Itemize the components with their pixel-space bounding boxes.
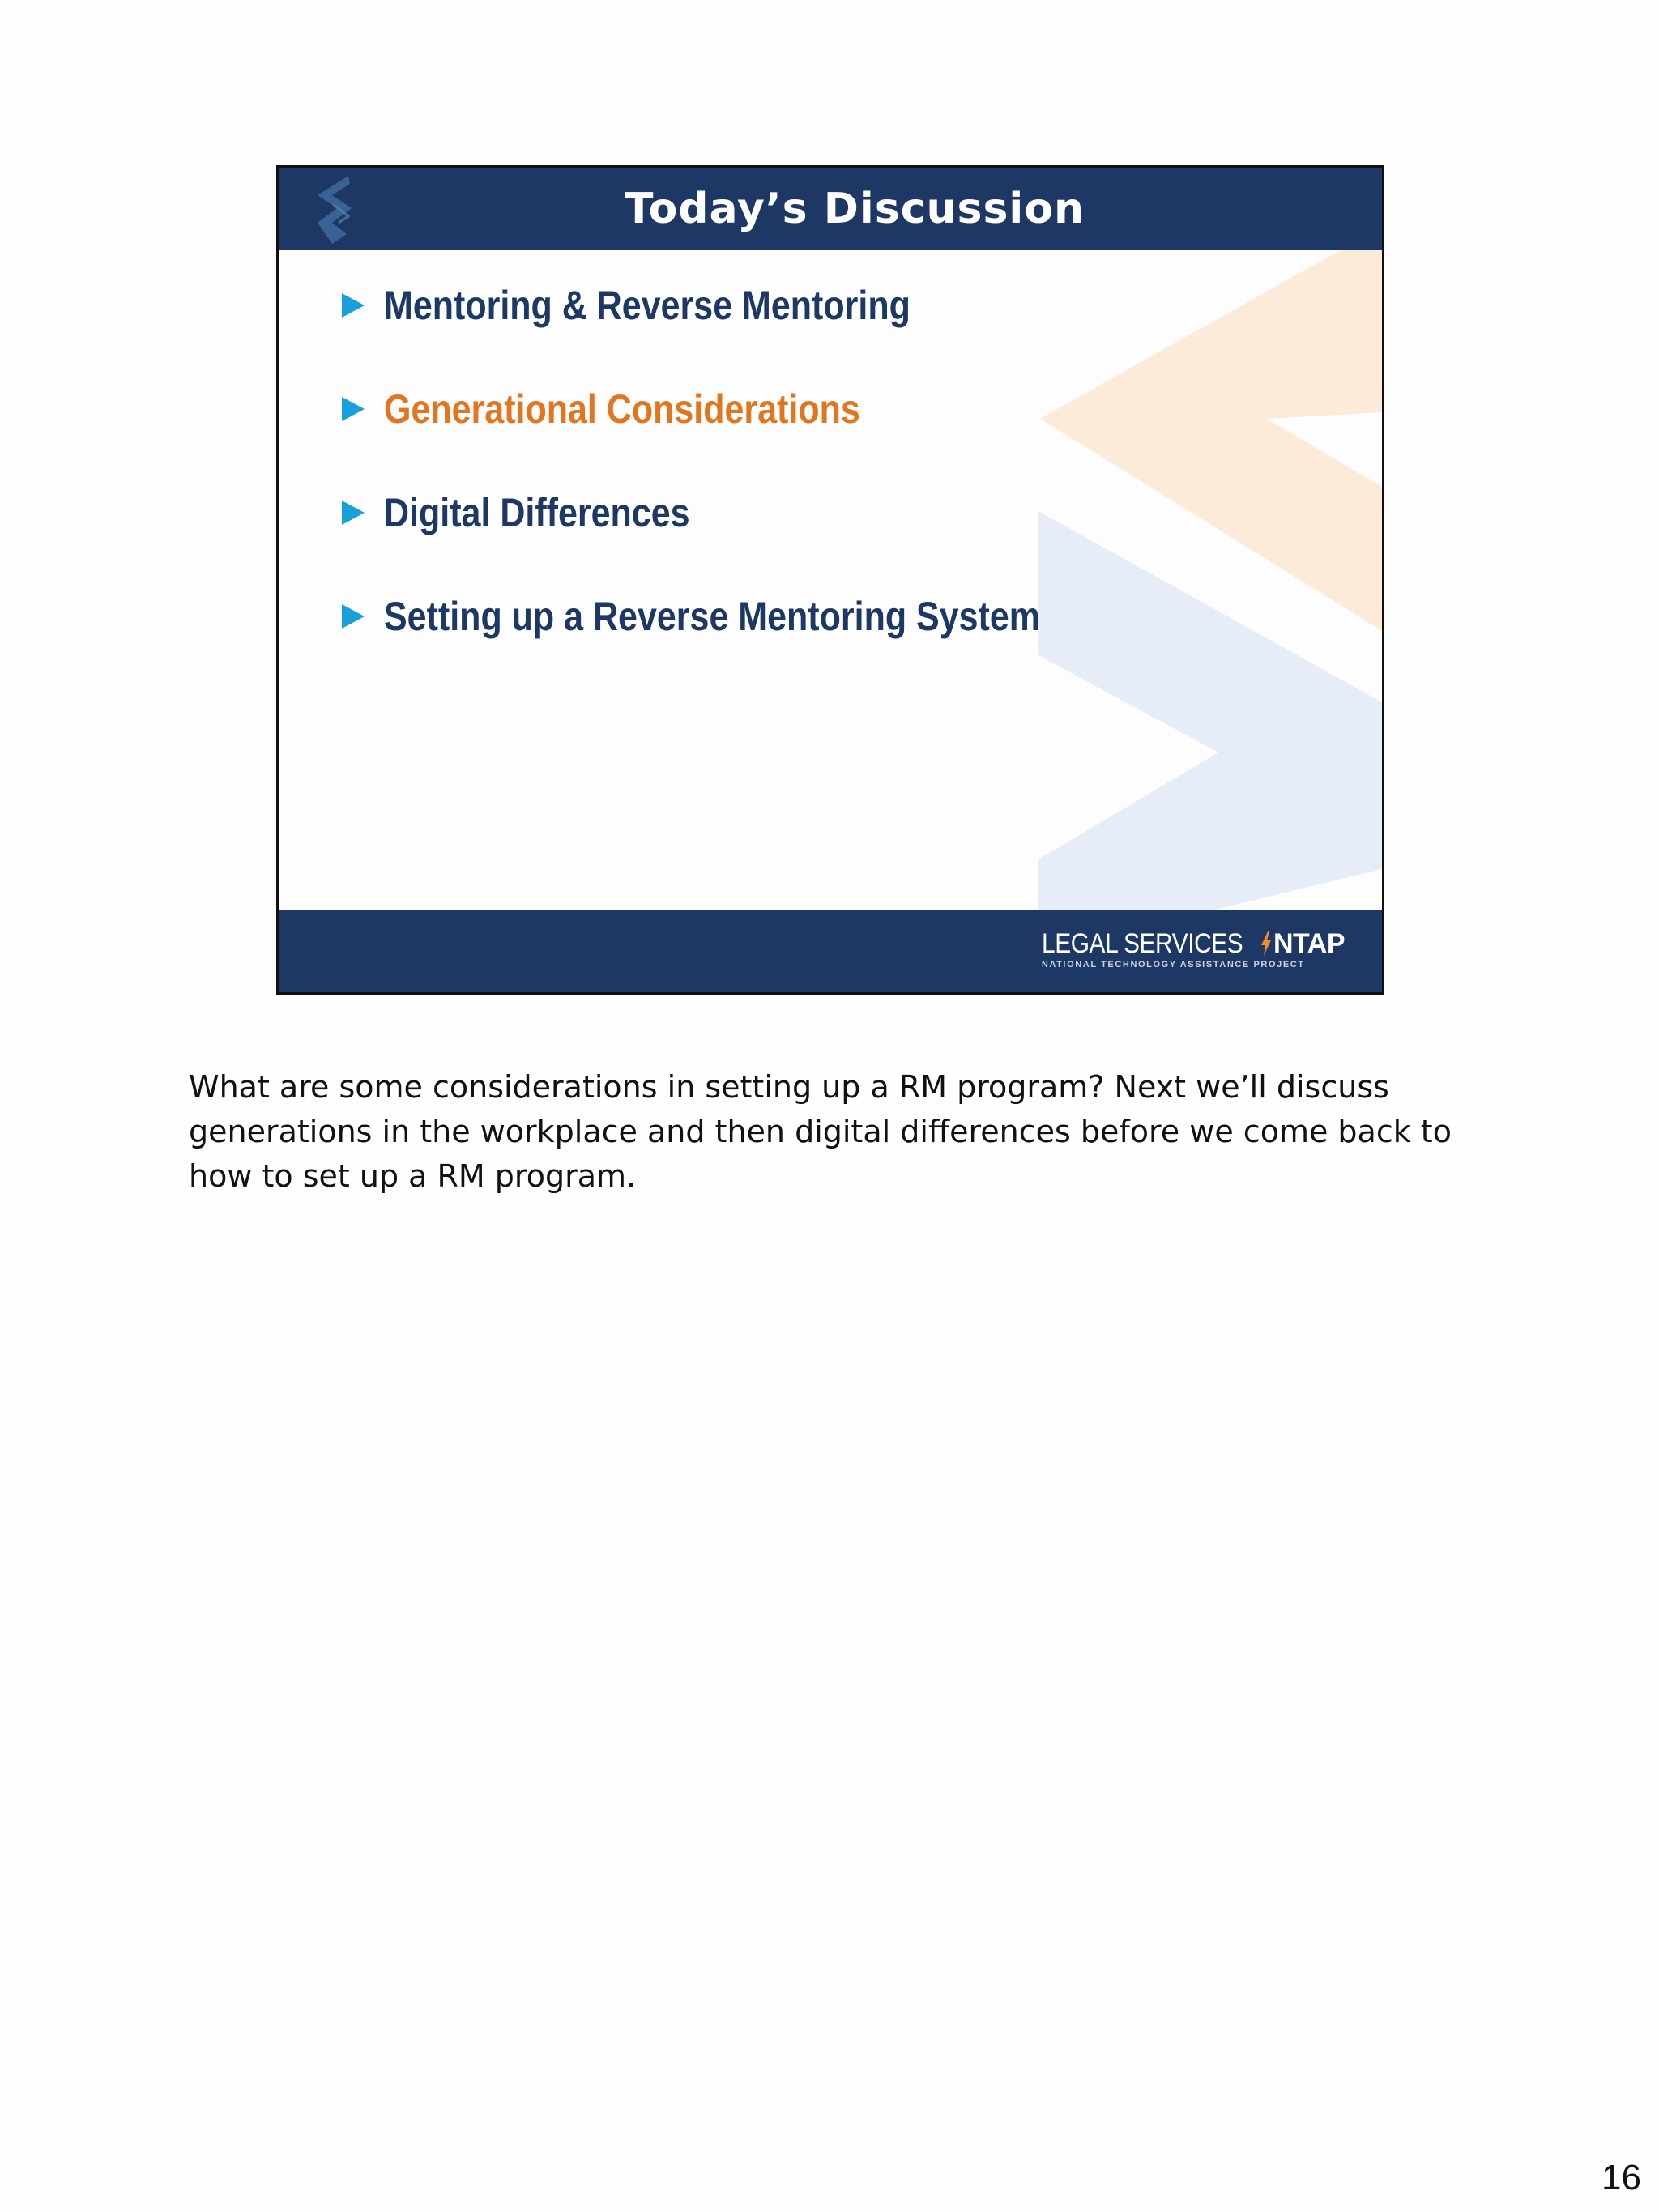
list-item	[342, 592, 1147, 641]
bullet-text: Setting up a Reverse Mentoring System	[384, 594, 1041, 639]
triangle-bullet-icon	[342, 604, 365, 629]
triangle-bullet-icon	[342, 397, 365, 421]
page-number: 16	[1601, 2158, 1641, 2197]
brand-accent-text: NTAP	[1273, 928, 1345, 959]
slide-footer	[279, 910, 1382, 992]
bullet-text: Digital Differences	[384, 490, 690, 535]
bullet-list	[342, 281, 1147, 696]
triangle-bullet-icon	[342, 501, 365, 525]
list-item	[342, 385, 1147, 433]
list-item	[342, 488, 1147, 537]
slide-header	[279, 168, 1382, 250]
brand-main-text: LEGAL SERVICES	[1041, 928, 1243, 959]
list-item	[342, 281, 1147, 330]
triangle-bullet-icon	[342, 293, 365, 318]
lightning-bolt-icon	[1260, 931, 1272, 956]
footer-logo	[1042, 929, 1345, 970]
slide-title: Today’s Discussion	[625, 185, 1085, 233]
speaker-notes: What are some considerations in setting up a RM program? Next we’ll discuss generations in the workplace and then digital differences before we come back to how to set up a RM program.	[189, 1069, 1452, 1194]
bullet-text-highlighted: Generational Considerations	[384, 386, 860, 432]
bullet-text: Mentoring & Reverse Mentoring	[384, 283, 911, 328]
brand-subtitle: NATIONAL TECHNOLOGY ASSISTANCE PROJECT	[1041, 960, 1305, 970]
slide	[276, 165, 1384, 995]
